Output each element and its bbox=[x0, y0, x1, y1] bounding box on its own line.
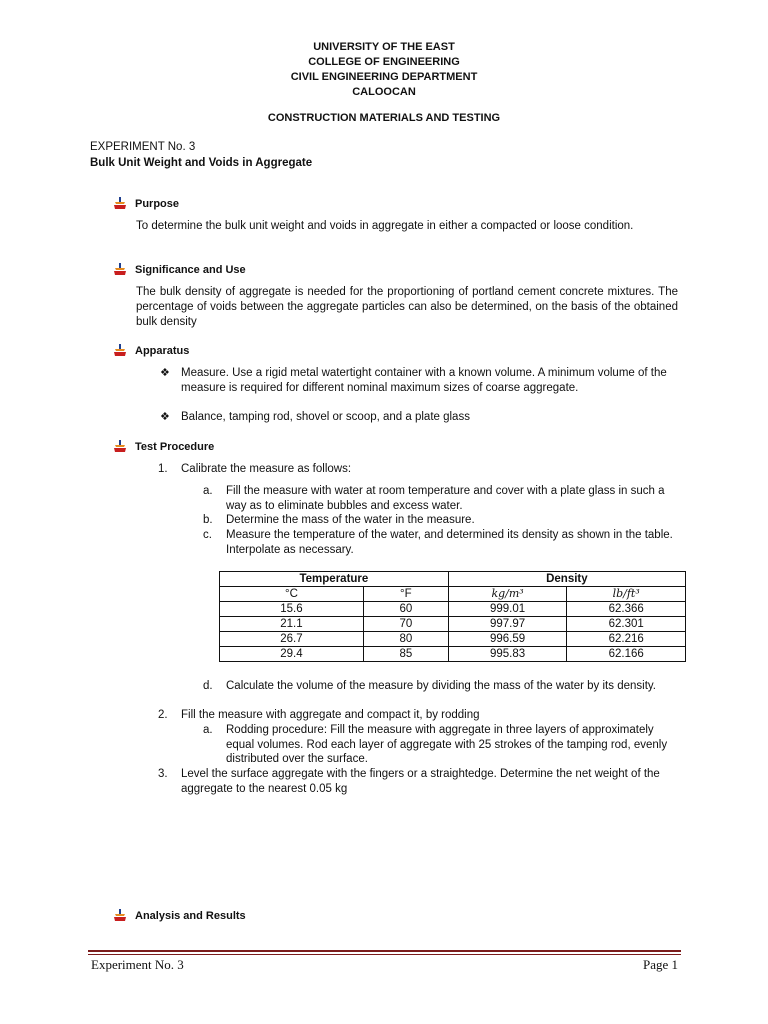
section-heading-purpose bbox=[113, 197, 179, 210]
step-text: Fill the measure with aggregate and compact it, by rodding bbox=[181, 709, 480, 721]
step-number: 3. bbox=[158, 768, 168, 780]
table-cell: 80 bbox=[363, 632, 448, 647]
table-cell: 21.1 bbox=[220, 617, 364, 632]
table-cell: 62.301 bbox=[567, 617, 686, 632]
step-number: 1. bbox=[158, 463, 168, 475]
apparatus-item bbox=[160, 410, 680, 425]
unit-kg-per-m3: kg/m³ bbox=[448, 587, 567, 602]
footer-rule bbox=[88, 950, 681, 952]
campus-name: CALOOCAN bbox=[352, 86, 416, 98]
table-cell: 70 bbox=[363, 617, 448, 632]
procedure-substep bbox=[203, 484, 683, 513]
unit-fahrenheit: °F bbox=[363, 587, 448, 602]
substep-letter: a. bbox=[203, 485, 213, 497]
diamond-bullet-icon: ❖ bbox=[160, 411, 170, 423]
substep-text: Measure the temperature of the water, and determined its density as shown in the table. Interpolate as necessary. bbox=[226, 529, 673, 556]
table-row bbox=[220, 602, 686, 617]
pin-bullet-icon bbox=[113, 344, 127, 357]
footer-experiment-label: Experiment No. 3 bbox=[91, 957, 184, 972]
course-title: CONSTRUCTION MATERIALS AND TESTING bbox=[267, 112, 501, 124]
step-text: Level the surface aggregate with the fingers or a straightedge. Determine the net weight of the aggregate to the nearest 0.05 kg bbox=[181, 768, 660, 795]
experiment-number: EXPERIMENT No. 3 bbox=[90, 141, 196, 153]
section-heading-significance bbox=[113, 263, 246, 276]
footer-page-number: Page 1 bbox=[642, 957, 678, 972]
diamond-bullet-icon: ❖ bbox=[160, 367, 170, 379]
section-heading-apparatus bbox=[113, 344, 189, 357]
table-cell: 62.216 bbox=[567, 632, 686, 647]
table-row bbox=[220, 617, 686, 632]
substep-text: Fill the measure with water at room temperature and cover with a plate glass in such a way as to eliminate bubbles and excess water. bbox=[226, 485, 665, 512]
substep-text: Calculate the volume of the measure by dividing the mass of the water by its density. bbox=[226, 680, 656, 692]
table-cell: 996.59 bbox=[448, 632, 567, 647]
procedure-step bbox=[158, 462, 688, 477]
document-header bbox=[0, 40, 768, 100]
table-cell: 62.366 bbox=[567, 602, 686, 617]
footer-rule bbox=[88, 954, 681, 955]
step-number: 2. bbox=[158, 709, 168, 721]
pin-bullet-icon bbox=[113, 197, 127, 210]
table-cell: 15.6 bbox=[220, 602, 364, 617]
procedure-heading: Test Procedure bbox=[135, 440, 215, 453]
substep-letter: d. bbox=[203, 680, 213, 692]
procedure-step bbox=[158, 767, 688, 797]
substep-letter: b. bbox=[203, 514, 213, 526]
apparatus-item-text: Measure. Use a rigid metal watertight container with a known volume. A minimum volume of the measure is required for different nominal maximum sizes of coarse aggregate. bbox=[181, 367, 667, 394]
experiment-title: Bulk Unit Weight and Voids in Aggregate bbox=[90, 157, 313, 169]
section-heading-analysis bbox=[113, 909, 246, 922]
water-density-table bbox=[219, 571, 686, 662]
procedure-substep bbox=[203, 513, 683, 528]
step-text: Calibrate the measure as follows: bbox=[181, 463, 352, 475]
table-cell: 60 bbox=[363, 602, 448, 617]
table-cell: 995.83 bbox=[448, 647, 567, 662]
apparatus-item bbox=[160, 366, 680, 396]
significance-heading: Significance and Use bbox=[135, 263, 246, 276]
department-name: CIVIL ENGINEERING DEPARTMENT bbox=[290, 71, 478, 83]
purpose-text: To determine the bulk unit weight and voids in aggregate in either a compacted or loose condition. bbox=[136, 220, 634, 232]
unit-celsius: °C bbox=[220, 587, 364, 602]
college-name: COLLEGE OF ENGINEERING bbox=[308, 56, 460, 68]
table-cell: 26.7 bbox=[220, 632, 364, 647]
table-cell: 85 bbox=[363, 647, 448, 662]
procedure-substep bbox=[203, 723, 683, 767]
procedure-step bbox=[158, 708, 688, 723]
table-cell: 62.166 bbox=[567, 647, 686, 662]
significance-text: The bulk density of aggregate is needed for the proportioning of portland cement concrete mixtures. The percentage of voids between the aggregate particles can also be determined, on the basis of the obtained bulk density bbox=[136, 286, 678, 328]
table-cell: 997.97 bbox=[448, 617, 567, 632]
university-name: UNIVERSITY OF THE EAST bbox=[313, 41, 455, 53]
table-row bbox=[220, 632, 686, 647]
substep-text: Determine the mass of the water in the measure. bbox=[226, 514, 475, 526]
unit-lb-per-ft3: lb/ft³ bbox=[567, 587, 686, 602]
apparatus-heading: Apparatus bbox=[135, 344, 190, 357]
analysis-heading: Analysis and Results bbox=[135, 909, 246, 922]
pin-bullet-icon bbox=[113, 909, 127, 922]
procedure-substep bbox=[203, 528, 683, 557]
table-cell: 999.01 bbox=[448, 602, 567, 617]
procedure-substep bbox=[203, 679, 683, 694]
table-group-header-row bbox=[220, 572, 686, 587]
pin-bullet-icon bbox=[113, 263, 127, 276]
apparatus-item-text: Balance, tamping rod, shovel or scoop, and a plate glass bbox=[181, 411, 470, 423]
substep-text: Rodding procedure: Fill the measure with aggregate in three layers of approximately equal volumes. Rod each layer of aggregate with 25 strokes of the tamping rod, evenly distributed over the surface. bbox=[226, 724, 668, 765]
temperature-header: Temperature bbox=[220, 572, 449, 587]
substep-letter: c. bbox=[203, 529, 212, 541]
purpose-heading: Purpose bbox=[135, 197, 180, 210]
substep-letter: a. bbox=[203, 724, 213, 736]
table-unit-header-row bbox=[220, 587, 686, 602]
table-cell: 29.4 bbox=[220, 647, 364, 662]
density-header: Density bbox=[448, 572, 685, 587]
pin-bullet-icon bbox=[113, 440, 127, 453]
section-heading-procedure bbox=[113, 440, 214, 453]
table-row bbox=[220, 647, 686, 662]
